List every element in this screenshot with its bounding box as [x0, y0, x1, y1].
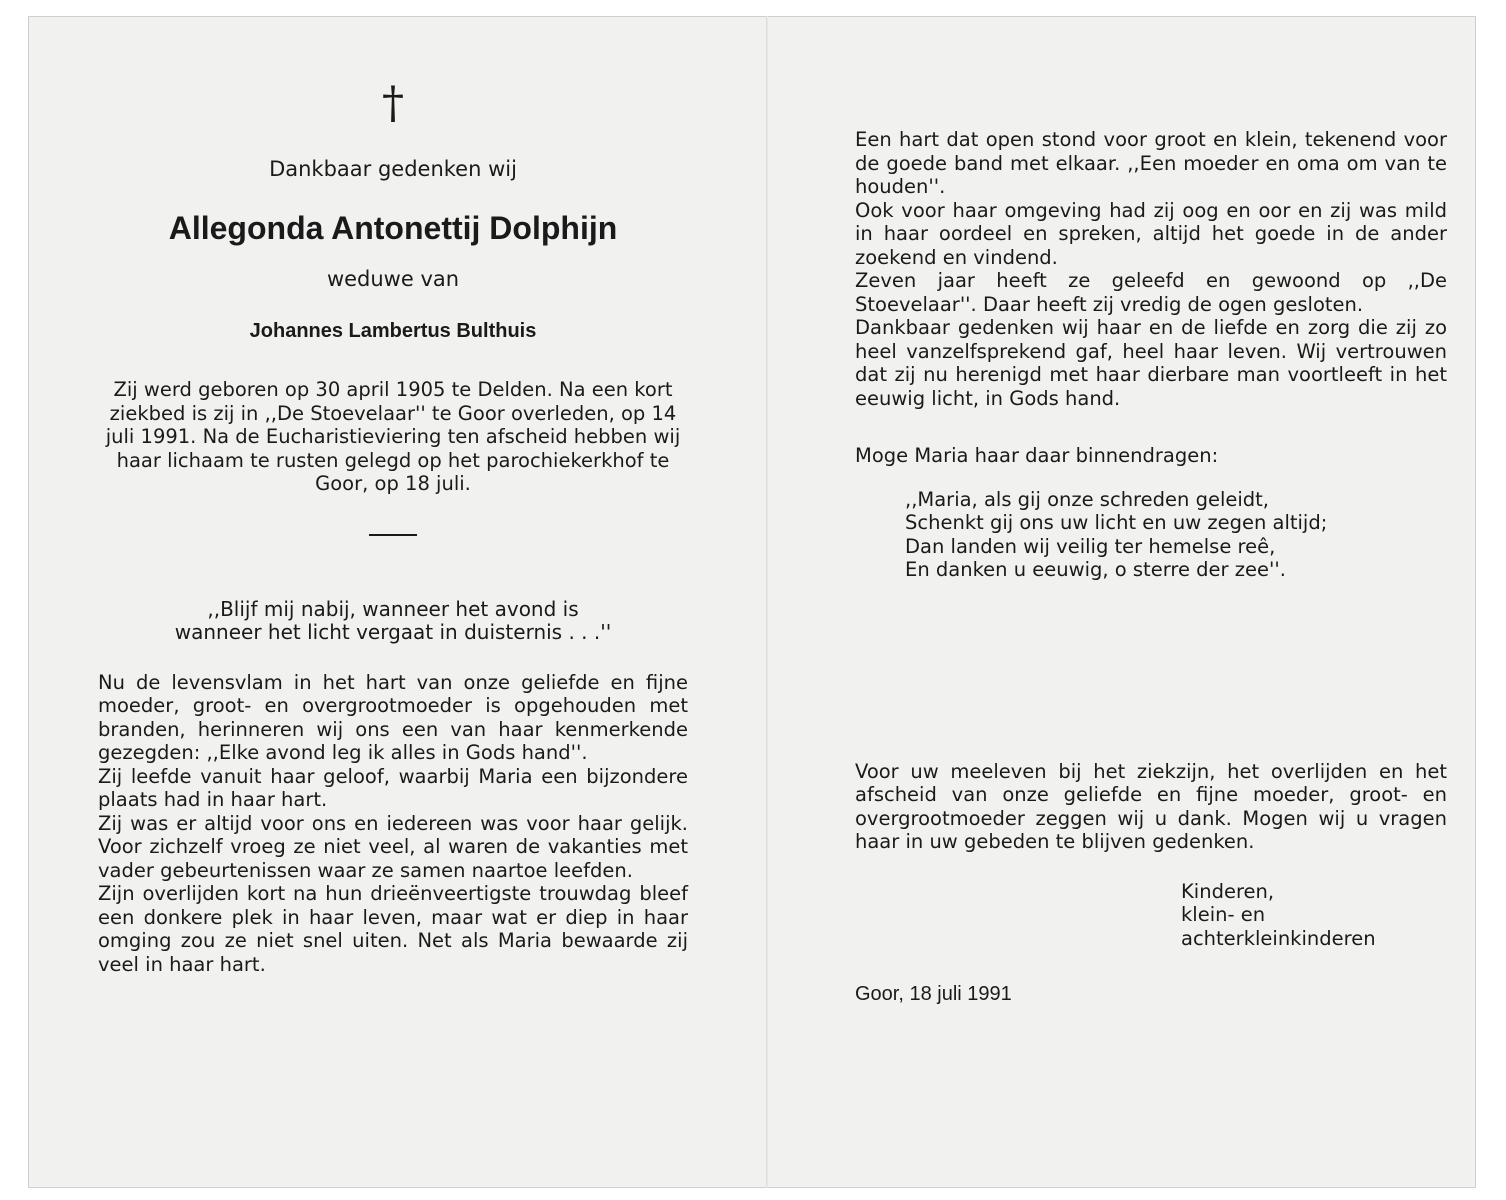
card-fold — [766, 16, 768, 1188]
widow-of-text: weduwe van — [326, 267, 460, 291]
right-panel — [855, 128, 1447, 1006]
paragraph-5: Een hart dat open stond voor groot en klein, tekenend voor de goede band met elkaar. ,,Een moeder en oma om van te houden''. — [855, 128, 1447, 198]
poem-line: Dan landen wij veilig ter hemelse reê, — [905, 534, 1276, 558]
cross-icon: † — [382, 78, 404, 129]
paragraph-4: Zijn overlijden kort na hun drieënveertigste trouwdag bleef een donkere plek in haar leven, maar wat er diep in haar omging zou ze niet snel uiten. Net als Maria bewaarde zij veel in haar hart. — [98, 882, 688, 976]
poem-line: ,,Maria, als gij onze schreden geleidt, — [905, 487, 1269, 511]
paragraph-7: Zeven jaar heeft ze geleefd en gewoond op ,,De Stoevelaar''. Daar heeft zij vredig de ogen gesloten. — [855, 269, 1447, 316]
quote-line: wanneer het licht vergaat in duisternis . . .'' — [174, 620, 612, 644]
prayer-intro: Moge Maria haar daar binnendragen: — [855, 444, 1219, 467]
place-date: Goor, 18 juli 1991 — [855, 983, 1012, 1005]
left-panel — [98, 80, 688, 976]
husband-name: Johannes Lambertus Bulthuis — [249, 320, 537, 342]
signature-line: klein- en — [1181, 903, 1266, 926]
intro-text: Dankbaar gedenken wij — [269, 157, 517, 181]
paragraph-8: Dankbaar gedenken wij haar en de liefde en zorg die zij zo heel vanzelfsprekend gaf, heel haar leven. Wij vertrouwen dat zij nu herenigd met haar dierbare man voortleeft in het eeuwig licht, in Gods hand. — [855, 316, 1447, 410]
paragraph-6: Ook voor haar omgeving had zij oog en oor en zij was mild in haar oordeel en spreken, altijd het goede in de ander zoekend en vindend. — [855, 198, 1447, 269]
signature-line: Kinderen, — [1181, 879, 1275, 903]
paragraph-2: Zij leefde vanuit haar geloof, waarbij Maria een bijzondere plaats had in haar hart. — [98, 764, 688, 811]
signature-line: achterkleinkinderen — [1181, 926, 1376, 950]
paragraph-1: Nu de levensvlam in het hart van onze geliefde en fijne moeder, groot- en overgrootmoeder is opgehouden met branden, herinneren wij ons een van haar kenmerkende gezegden: ,,Elke avond leg ik alles in Gods hand''. — [98, 670, 688, 764]
quote-line: ,,Blijf mij nabij, wanneer het avond is — [207, 596, 579, 621]
paragraph-3: Zij was er altijd voor ons en iedereen was voor haar gelijk. Voor zichzelf vroeg ze niet veel, al waren de vakanties met vader gebeurtenissen waar ze samen naartoe leefden. — [98, 811, 688, 882]
poem-line: En danken u eeuwig, o sterre der zee''. — [905, 558, 1286, 581]
biography: Zij werd geboren op 30 april 1905 te Delden. Na een kort ziekbed is zij in ,,De Stoevelaar'' te Goor overleden, op 14 juli 1991. Na de Eucharistieviering ten afscheid hebben wij haar lichaam te rusten gelegd op het parochiekerkhof te Goor, op 18 juli. — [105, 378, 681, 495]
signature — [1181, 880, 1447, 951]
divider — [369, 534, 417, 536]
hymn-quote — [98, 598, 688, 645]
thanks-text: Voor uw meeleven bij het ziekzijn, het overlijden en het afscheid van onze geliefde en fijne moeder, groot- en overgrootmoeder zeggen wij u dank. Mogen wij u vragen haar in uw gebeden te blijven gedenken. — [855, 759, 1447, 853]
deceased-name: Allegonda Antonettij Dolphijn — [168, 210, 618, 246]
poem-line: Schenkt gij ons uw licht en uw zegen altijd; — [905, 511, 1328, 534]
prayer-poem — [905, 488, 1447, 582]
